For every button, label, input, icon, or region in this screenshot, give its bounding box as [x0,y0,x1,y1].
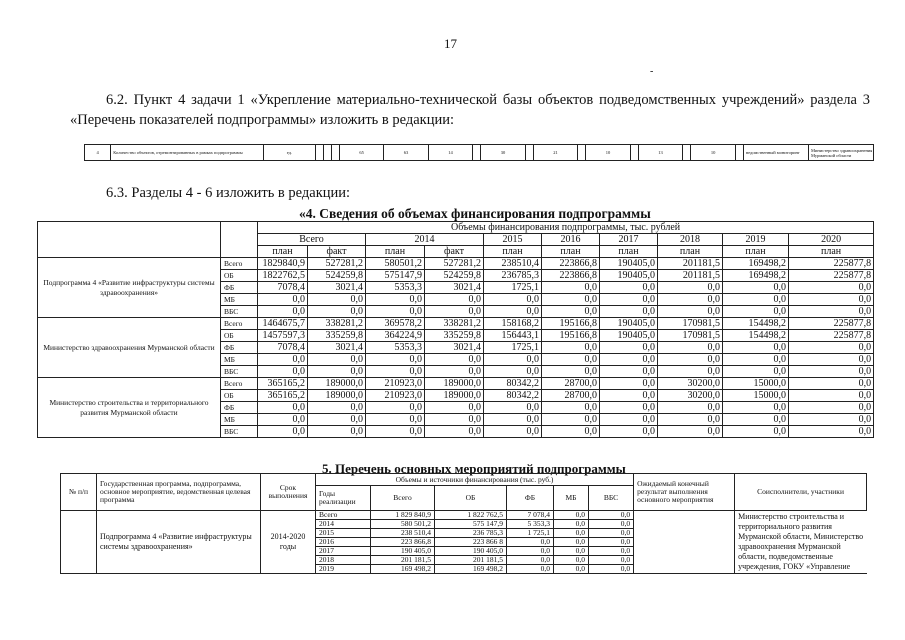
t4-value: 0,0 [658,354,723,366]
t4-value: 0,0 [600,390,658,402]
t4-header-sub: план [789,246,874,258]
t5-ob: 190 405,0 [435,547,507,556]
t5-total: 190 405,0 [371,547,435,556]
t4-value: 0,0 [425,306,484,318]
t4-value: 190405,0 [600,258,658,270]
t4-value: 210923,0 [366,378,425,390]
t4-header-sub: план [658,246,723,258]
t5-header-program: Государственная программа, подпрограмма, основное мероприятие, ведомственная целевая программа [97,474,261,511]
t4-value: 189000,0 [425,378,484,390]
t4-value: 0,0 [308,366,366,378]
t4-header-year: 2018 [658,234,723,246]
strip-cell [331,145,339,161]
t5-header-result: Ожидаемый конечный результат выполнения основного мероприятия [634,474,735,511]
t4-source-kind: МБ [221,414,258,426]
t4-value: 0,0 [484,414,542,426]
strip-cell: ед. [264,145,315,161]
t4-value: 338281,2 [425,318,484,330]
t4-value: 0,0 [789,342,874,354]
t4-value: 5353,3 [366,342,425,354]
t4-value: 0,0 [484,402,542,414]
t4-value: 201181,5 [658,258,723,270]
indicator-row [85,145,874,161]
t4-value: 1829840,9 [258,258,308,270]
t4-value: 28700,0 [542,390,600,402]
t4-value: 170981,5 [658,318,723,330]
t4-value: 0,0 [789,306,874,318]
t4-value: 0,0 [723,282,789,294]
t4-value: 3021,4 [425,342,484,354]
t5-year: 2018 [316,556,371,565]
t5-total: 223 866,8 [371,538,435,547]
t4-value: 0,0 [723,402,789,414]
strip-cell: 21 [533,145,577,161]
strip-cell: 63 [384,145,428,161]
strip-cell [525,145,533,161]
t5-header-mb: МБ [554,486,589,511]
t5-vbs: 0,0 [589,538,634,547]
t4-value: 201181,5 [658,270,723,282]
t4-value: 0,0 [366,426,425,438]
t4-value: 169498,2 [723,258,789,270]
t4-value: 3021,4 [308,342,366,354]
t5-total: 1 829 840,9 [371,511,435,520]
t4-value: 0,0 [542,306,600,318]
t4-value: 225877,8 [789,330,874,342]
t4-source-kind: МБ [221,354,258,366]
strip-cell [683,145,691,161]
t4-value: 0,0 [723,414,789,426]
t4-value: 0,0 [366,402,425,414]
t4-value: 0,0 [258,414,308,426]
t4-value: 238510,4 [484,258,542,270]
t4-header-main: Объемы финансирования подпрограммы, тыс. рублей [258,222,874,234]
t4-value: 236785,3 [484,270,542,282]
t4-value: 524259,8 [425,270,484,282]
strip-cell: 14 [428,145,472,161]
t4-group-name: Министерство здравоохранения Мурманской области [38,318,221,378]
t4-source-kind: ФБ [221,342,258,354]
t4-value: 0,0 [600,294,658,306]
t4-header-sub: план [484,246,542,258]
t4-value: 0,0 [308,354,366,366]
t5-total: 169 498,2 [371,565,435,574]
t4-value: 3021,4 [308,282,366,294]
t4-value: 0,0 [658,306,723,318]
t4-value: 0,0 [258,366,308,378]
t5-year: 2016 [316,538,371,547]
t4-value: 0,0 [258,426,308,438]
t4-value: 0,0 [484,306,542,318]
t4-value: 5353,3 [366,282,425,294]
t5-fb: 0,0 [507,565,554,574]
t4-value: 169498,2 [723,270,789,282]
strip-cell: 10 [691,145,735,161]
t4-value: 80342,2 [484,378,542,390]
t4-value: 0,0 [366,306,425,318]
t5-mb: 0,0 [554,556,589,565]
t4-value: 225877,8 [789,258,874,270]
strip-cell [578,145,586,161]
strip-cell: 4 [85,145,111,161]
t4-value: 223866,8 [542,258,600,270]
page-number: 17 [444,36,457,51]
t4-value: 0,0 [658,282,723,294]
t4-value: 0,0 [366,414,425,426]
t4-value: 0,0 [600,306,658,318]
t4-value: 225877,8 [789,270,874,282]
t4-value: 527281,2 [308,258,366,270]
t4-value: 0,0 [789,378,874,390]
t4-value: 575147,9 [366,270,425,282]
t5-term: 2014-2020 годы [261,511,316,574]
activities-table [60,473,867,574]
t4-value: 3021,4 [425,282,484,294]
t4-source-kind: ВБС [221,366,258,378]
strip-cell: 30 [481,145,525,161]
t5-header-years: Годы реализации [316,486,371,511]
t4-source-kind: ОБ [221,270,258,282]
t5-ob: 1 822 762,5 [435,511,507,520]
strip-cell: Министерство здравоохранения Мурманской области [809,145,874,161]
t4-value: 0,0 [600,366,658,378]
t4-value: 30200,0 [658,378,723,390]
t4-header-sub: факт [425,246,484,258]
t4-value: 80342,2 [484,390,542,402]
t4-source-kind: ФБ [221,402,258,414]
t4-value: 527281,2 [425,258,484,270]
t4-value: 0,0 [723,426,789,438]
t4-header-sub: план [600,246,658,258]
t4-value: 195166,8 [542,330,600,342]
t4-value: 1822762,5 [258,270,308,282]
t4-value: 0,0 [258,354,308,366]
t5-ob: 201 181,5 [435,556,507,565]
t4-header-year: 2016 [542,234,600,246]
t5-header-executors: Соисполнители, участники [735,474,867,511]
t5-fb: 0,0 [507,556,554,565]
t4-value: 0,0 [308,294,366,306]
t4-value: 0,0 [542,414,600,426]
t4-value: 0,0 [600,354,658,366]
t4-value: 0,0 [658,366,723,378]
t4-value: 524259,8 [308,270,366,282]
t4-value: 0,0 [308,402,366,414]
t4-value: 335259,8 [308,330,366,342]
t4-value: 0,0 [484,426,542,438]
t5-header-num: № п/п [61,474,97,511]
t4-value: 0,0 [789,402,874,414]
t5-fb: 7 078,4 [507,511,554,520]
t4-value: 0,0 [542,294,600,306]
t4-value: 0,0 [600,402,658,414]
t4-source-kind: ОБ [221,330,258,342]
t4-value: 0,0 [425,426,484,438]
t4-value: 7078,4 [258,342,308,354]
t4-value: 0,0 [484,354,542,366]
t4-header-sub: план [258,246,308,258]
t5-ob: 169 498,2 [435,565,507,574]
t4-value: 0,0 [723,294,789,306]
t5-total: 201 181,5 [371,556,435,565]
t4-source-kind: ФБ [221,282,258,294]
t4-value: 0,0 [789,294,874,306]
t5-total: 238 510,4 [371,529,435,538]
t4-value: 0,0 [723,366,789,378]
t5-year: Всего [316,511,371,520]
t4-value: 190405,0 [600,318,658,330]
table5-title: 5. Перечень основных мероприятий подпрограммы [322,461,626,476]
t4-value: 369578,2 [366,318,425,330]
t4-value: 0,0 [789,282,874,294]
t4-value: 1725,1 [484,282,542,294]
t4-value: 0,0 [366,294,425,306]
strip-cell: Количество объектов, отремонтированных в рамках подпрограммы [111,145,264,161]
t4-source-kind: ОБ [221,390,258,402]
t4-header-year: 2014 [366,234,484,246]
strip-cell: ведомственный мониторинг [744,145,809,161]
table-row [38,318,874,330]
strip-cell [735,145,743,161]
t5-vbs: 0,0 [589,511,634,520]
t5-vbs: 0,0 [589,529,634,538]
t4-header-sub: факт [308,246,366,258]
t5-vbs: 0,0 [589,547,634,556]
t4-value: 0,0 [308,426,366,438]
t4-value: 28700,0 [542,378,600,390]
t5-header-ob: ОБ [435,486,507,511]
t4-value: 210923,0 [366,390,425,402]
t4-value: 7078,4 [258,282,308,294]
t5-header-vbs: ВБС [589,486,634,511]
t4-value: 0,0 [366,354,425,366]
t4-value: 0,0 [600,342,658,354]
t4-value: 0,0 [658,294,723,306]
t4-value: 0,0 [723,342,789,354]
t4-value: 0,0 [789,354,874,366]
t4-value: 0,0 [308,414,366,426]
table-row [38,258,874,270]
table4-title: «4. Сведения об объемах финансирования подпрограммы [299,206,651,221]
t4-header-sub: план [366,246,425,258]
t4-value: 154498,2 [723,330,789,342]
t4-value: 0,0 [658,342,723,354]
t4-header-year: 2020 [789,234,874,246]
strip-cell [323,145,331,161]
t4-value: 0,0 [600,378,658,390]
t4-value: 1725,1 [484,342,542,354]
t4-value: 0,0 [425,366,484,378]
t4-value: 0,0 [308,306,366,318]
t4-value: 0,0 [425,354,484,366]
t4-value: 0,0 [658,426,723,438]
t5-mb: 0,0 [554,538,589,547]
t4-value: 156443,1 [484,330,542,342]
t4-value: 0,0 [366,366,425,378]
t4-value: 0,0 [600,426,658,438]
t4-value: 0,0 [658,402,723,414]
t4-value: 154498,2 [723,318,789,330]
t5-mb: 0,0 [554,529,589,538]
t5-vbs: 0,0 [589,565,634,574]
t5-mb: 0,0 [554,547,589,556]
t4-value: 189000,0 [425,390,484,402]
t4-value: 335259,8 [425,330,484,342]
t4-value: 170981,5 [658,330,723,342]
t4-value: 0,0 [789,414,874,426]
t4-value: 0,0 [789,426,874,438]
t4-value: 0,0 [600,282,658,294]
t4-value: 0,0 [542,354,600,366]
t4-group-name: Подпрограмма 4 «Развитие инфраструктуры системы здравоохранения» [38,258,221,318]
t4-value: 0,0 [425,294,484,306]
t4-value: 0,0 [789,366,874,378]
t4-value: 0,0 [542,282,600,294]
t4-value: 15000,0 [723,390,789,402]
strip-cell [630,145,638,161]
funding-table [37,221,874,438]
t4-value: 338281,2 [308,318,366,330]
t5-header-fb: ФБ [507,486,554,511]
t4-value: 0,0 [658,414,723,426]
t5-ob: 236 785,3 [435,529,507,538]
strip-cell: 10 [586,145,630,161]
t4-value: 1464675,7 [258,318,308,330]
t4-blank-corner [38,222,221,258]
t5-executors: Министерство строительства и территориального развития Мурманской области, Министерство здравоохранения Мурманской области, подведомственные учреждения, ГОКУ «Управление [735,511,867,574]
t4-value: 0,0 [484,294,542,306]
t4-value: 223866,8 [542,270,600,282]
paragraph-6-3: 6.3. Разделы 4 - 6 изложить в редакции: [106,185,351,201]
t4-value: 0,0 [258,306,308,318]
t5-header-term: Срок выполнения [261,474,316,511]
t4-blank-kind [221,222,258,258]
t4-source-kind: Всего [221,258,258,270]
t4-value: 580501,2 [366,258,425,270]
t4-value: 0,0 [542,342,600,354]
t4-value: 190405,0 [600,330,658,342]
strip-cell: 65 [339,145,383,161]
t5-fb: 0,0 [507,538,554,547]
t4-value: 0,0 [542,426,600,438]
t4-value: 0,0 [789,390,874,402]
t4-source-kind: МБ [221,294,258,306]
t5-year: 2015 [316,529,371,538]
t4-value: 365165,2 [258,378,308,390]
t4-value: 195166,8 [542,318,600,330]
t4-value: 0,0 [600,414,658,426]
t4-source-kind: ВБС [221,426,258,438]
t4-header-sub: план [723,246,789,258]
t5-header-funding: Объемы и источники финансирования (тыс. руб.) [316,474,634,486]
strip-cell [473,145,481,161]
t5-mb: 0,0 [554,520,589,529]
t4-source-kind: ВБС [221,306,258,318]
t4-value: 0,0 [723,354,789,366]
t5-year: 2014 [316,520,371,529]
table-row [61,511,867,520]
t4-value: 0,0 [258,402,308,414]
t5-year: 2017 [316,547,371,556]
t5-fb: 1 725,1 [507,529,554,538]
t4-value: 0,0 [258,294,308,306]
t5-result-cell [634,511,735,574]
t4-header-year: 2015 [484,234,542,246]
t5-program-name: Подпрограмма 4 «Развитие инфраструктуры системы здравоохранения» [97,511,261,574]
t5-mb: 0,0 [554,511,589,520]
t5-vbs: 0,0 [589,556,634,565]
t4-header-year: 2017 [600,234,658,246]
table-row [38,378,874,390]
t4-value: 0,0 [425,402,484,414]
t5-vbs: 0,0 [589,520,634,529]
t5-header-total: Всего [371,486,435,511]
t5-mb: 0,0 [554,565,589,574]
t4-value: 0,0 [542,402,600,414]
t4-value: 158168,2 [484,318,542,330]
t4-value: 190405,0 [600,270,658,282]
t4-group-name: Министерство строительства и территориального развития Мурманской области [38,378,221,438]
t4-value: 0,0 [484,366,542,378]
t4-value: 364224,9 [366,330,425,342]
t4-value: 225877,8 [789,318,874,330]
t4-value: 189000,0 [308,378,366,390]
t4-value: 365165,2 [258,390,308,402]
strip-cell [315,145,323,161]
paragraph-6-2: 6.2. Пункт 4 задачи 1 «Укрепление материально-технической базы объектов подведомственных учреждений» раздела 3 «Перечень показателей подпрограммы» изложить в редакции: [70,92,870,128]
t4-value: 0,0 [542,366,600,378]
t5-total: 580 501,2 [371,520,435,529]
t4-value: 1457597,3 [258,330,308,342]
t5-fb: 0,0 [507,547,554,556]
t4-value: 189000,0 [308,390,366,402]
t4-value: 0,0 [425,414,484,426]
t5-fb: 5 353,3 [507,520,554,529]
t4-header-year: 2019 [723,234,789,246]
t4-value: 30200,0 [658,390,723,402]
t5-ob: 223 866 8 [435,538,507,547]
t4-source-kind: Всего [221,378,258,390]
t5-year: 2019 [316,565,371,574]
strip-cell: 13 [638,145,682,161]
scan-mark: - [650,66,654,77]
t4-value: 0,0 [723,306,789,318]
t4-header-total: Всего [258,234,366,246]
indicator-strip-table [84,144,874,161]
t5-ob: 575 147,9 [435,520,507,529]
t4-source-kind: Всего [221,318,258,330]
t5-num-cell [61,511,97,574]
t4-value: 15000,0 [723,378,789,390]
t4-header-sub: план [542,246,600,258]
